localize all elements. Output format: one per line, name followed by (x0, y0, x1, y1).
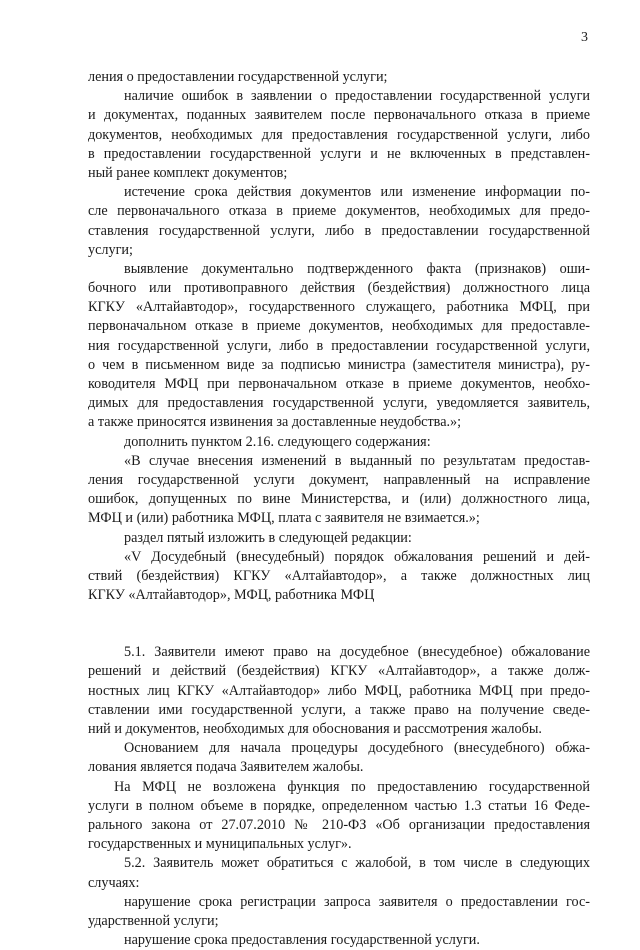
text-line: ководителя МФЦ при первоначальном отказе в приеме документов, необхо- (88, 376, 590, 392)
text-line: сле первоначального отказа в приеме документов, необходимых для предо- (88, 203, 590, 220)
text-line: 5.1. Заявители имеют право на досудебное (внесудебное) обжалование (124, 644, 590, 661)
text-line: На МФЦ не возложена функция по предоставлению государственной (114, 778, 590, 795)
text-line: услуги; (88, 241, 133, 258)
text-line: нарушение срока предоставления государственной услуги. (124, 932, 480, 949)
text-line: в предоставлении государственной услуги и не включенных в представлен- (88, 145, 590, 162)
text-line: наличие ошибок в заявлении о предоставлении государственной услуги (124, 88, 590, 105)
text-line: ставления государственной услуги, либо в предоставлении государственной (88, 222, 590, 239)
text-line: Основанием для начала процедуры досудебного (внесудебного) обжа- (124, 740, 590, 757)
text-line: рального закона от 27.07.2010 № 210-ФЗ «Об организации предоставления (88, 816, 590, 833)
text-line: 5.2. Заявитель может обратиться с жалобой, в том числе в следующих (124, 855, 590, 872)
text-line: ления государственной услуги документ, направленный на исправление (88, 471, 590, 488)
text-line: нарушение срока регистрации запроса заявителя о предоставлении гос- (124, 893, 590, 910)
text-line: истечение срока действия документов или изменение информации по- (124, 184, 590, 201)
text-line: раздел пятый изложить в следующей редакции: (124, 529, 412, 546)
text-line: ствий (бездействия) КГКУ «Алтайавтодор», а также должностных лиц (88, 567, 590, 584)
text-line: ставлении ими государственной услуги, а также право на получение сведе- (88, 701, 590, 718)
text-line: ный ранее комплект документов; (88, 164, 288, 181)
text-line: ударственной услуги; (88, 912, 219, 929)
text-line: бочного или противоправного действия (бездействия) должностного лица (88, 280, 590, 297)
text-line: КГКУ «Алтайавтодор», МФЦ, работника МФЦ (88, 587, 375, 604)
text-line: ния государственной услуги, либо в предоставлении государственной услуги, (88, 337, 590, 354)
text-line: решений и действий (бездействия) КГКУ «Алтайавтодор», а также долж- (88, 663, 590, 680)
text-line: ний и документов, необходимых для обоснования и рассмотрения жалобы. (88, 721, 542, 737)
text-line: и документах, поданных заявителем после первоначального отказа в приеме (88, 107, 590, 124)
text-line: случаях: (88, 874, 140, 891)
text-line: «V Досудебный (внесудебный) порядок обжалования решений и дей- (124, 548, 590, 565)
page-number: 3 (581, 30, 588, 45)
text-line: выявление документально подтвержденного факта (признаков) оши- (124, 260, 590, 277)
text-line: ошибок, допущенных по вине Министерства, и (или) должностного лица, (88, 491, 590, 508)
text-line: дополнить пунктом 2.16. следующего содержания: (124, 433, 431, 450)
text-line: димых для предоставления государственной услуги, уведомляется заявитель, (88, 395, 590, 412)
text-line: государственных и муниципальных услуг». (88, 836, 352, 853)
text-line: первоначальном отказе в приеме документов, необходимых для предоставле- (88, 318, 590, 335)
text-line: услуги в полном объеме в порядке, определенном частью 1.3 статьи 16 Феде- (88, 797, 590, 814)
text-line: ления о предоставлении государственной услуги; (88, 69, 388, 85)
text-line: ностных лиц КГКУ «Алтайавтодор» либо МФЦ, работника МФЦ при предо- (88, 682, 590, 699)
text-line: о чем в письменном виде за подписью министра (заместителя министра), ру- (88, 356, 590, 373)
text-line: КГКУ «Алтайавтодор», государственного служащего, работника МФЦ, при (88, 299, 590, 316)
document-body (88, 68, 590, 950)
text-line: лования является подача Заявителем жалобы. (88, 759, 364, 776)
text-line: МФЦ и (или) работника МФЦ, плата с заявителя не взимается.»; (88, 510, 480, 527)
text-line: документов, необходимых для предоставления государственной услуги, либо (88, 126, 590, 143)
text-line: «В случае внесения изменений в выданный по результатам предостав- (124, 452, 590, 469)
text-line: а также приносятся извинения за доставленные неудобства.»; (88, 414, 462, 431)
